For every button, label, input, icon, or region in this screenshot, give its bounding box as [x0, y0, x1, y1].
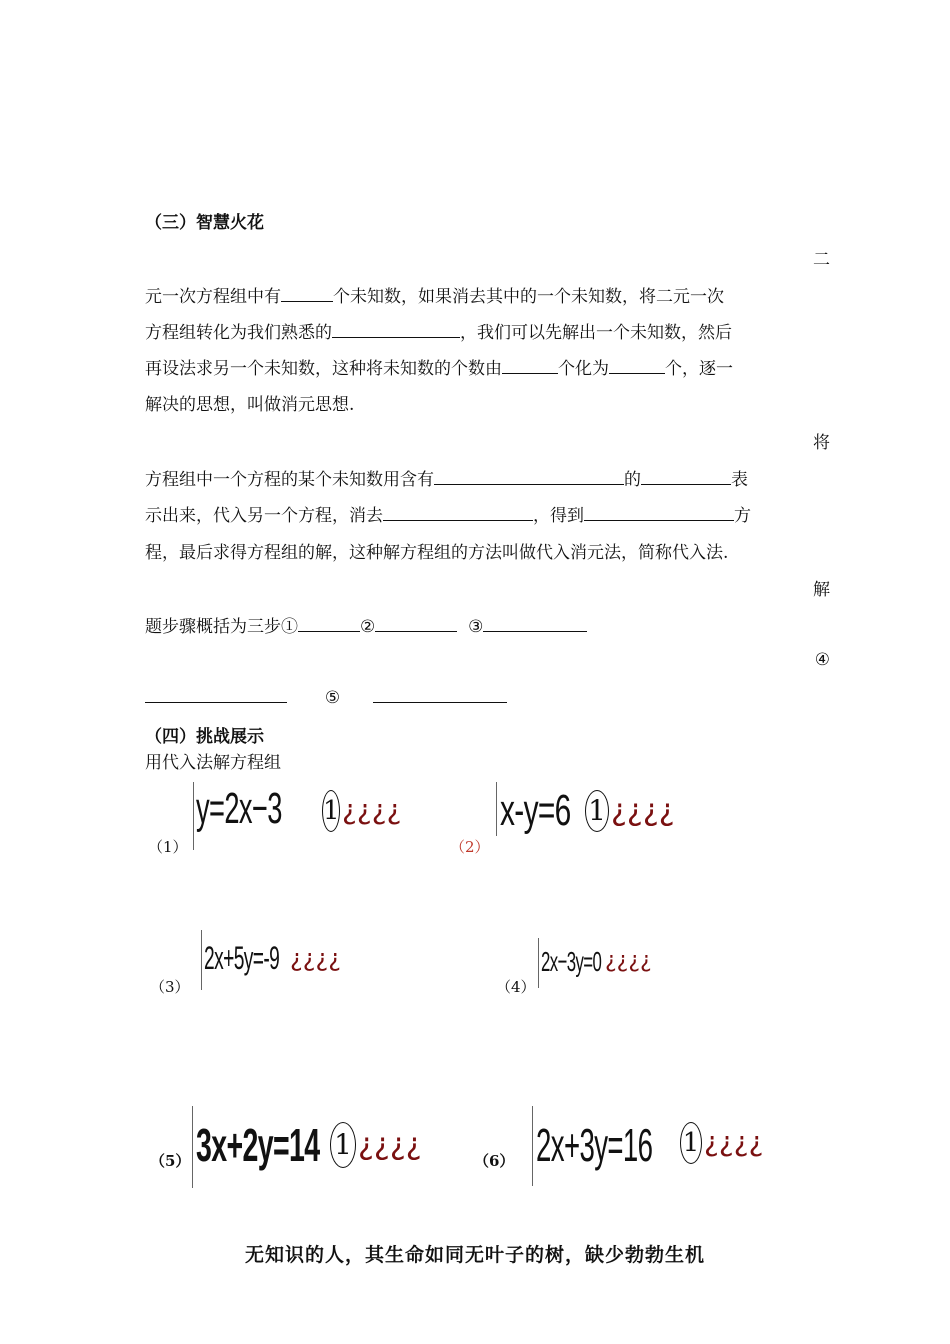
blank-step-2[interactable] — [375, 615, 457, 632]
p3-right-char: 解 — [813, 580, 830, 600]
problem-1-label: （1） — [148, 838, 188, 856]
problem-3-equation: 2x+5y=-9 — [204, 940, 280, 976]
garbled-text: ¿¿¿¿ — [704, 1125, 764, 1158]
text: ，我们可以先解出一个未知数，然后 — [460, 323, 732, 343]
problem-5-marker-row — [330, 1122, 422, 1168]
blank-eliminate[interactable] — [383, 504, 533, 521]
problem-4-junk-row — [605, 948, 652, 973]
problem-5-equation: 3x+2y=14 — [196, 1119, 320, 1171]
p2-line-2 — [145, 501, 751, 526]
blank-familiar[interactable] — [332, 321, 460, 338]
p2-line-3: 程，最后求得方程组的解，这种解方程组的方法叫做代入消元法，简称代入法. — [145, 543, 729, 563]
garbled-text: ¿¿¿¿ — [611, 793, 675, 828]
problem-3-brace — [201, 930, 202, 990]
circled-1-marker: 1 — [680, 1122, 702, 1164]
problem-2-equation: x-y=6 — [500, 786, 571, 835]
text: 元一次方程组中有 — [145, 287, 281, 307]
blank-from[interactable] — [502, 357, 558, 374]
p4-right-char: ④ — [814, 650, 830, 670]
circled-1-marker: 1 — [585, 790, 609, 832]
text: ，得到 — [533, 506, 584, 526]
problem-4-brace — [538, 938, 539, 988]
problem-5-brace — [192, 1106, 193, 1188]
garbled-text: ¿¿¿¿ — [605, 948, 652, 973]
problem-6-equation: 2x+3y=16 — [536, 1119, 653, 1171]
blank-get[interactable] — [584, 504, 734, 521]
circled-1-marker: 1 — [330, 1122, 356, 1168]
problem-2-brace — [496, 782, 497, 836]
problem-1-equation-row — [196, 784, 334, 844]
blank-step-5[interactable] — [373, 686, 507, 703]
p1-line-1 — [145, 282, 724, 307]
text: 个未知数，如果消去其中的一个未知数，将二元一次 — [333, 287, 724, 307]
garbled-text: ¿¿¿¿ — [342, 793, 402, 826]
problem-3-junk-row — [290, 944, 341, 972]
problem-3-label: （3） — [150, 978, 190, 996]
text: 题步骤概括为三步① — [145, 617, 298, 637]
text: 方程组中一个方程的某个未知数用含有 — [145, 470, 434, 490]
problem-4-label: （4） — [496, 978, 536, 996]
text: 再设法求另一个未知数，这种将未知数的个数由 — [145, 359, 502, 379]
problem-1-marker-row — [322, 790, 401, 832]
blank-containing[interactable] — [434, 468, 624, 485]
text: ③ — [468, 617, 484, 637]
problem-2-label: （2） — [450, 838, 490, 856]
problem-1-equation: y=2x−3 — [196, 784, 282, 833]
text: 个化为 — [558, 359, 609, 379]
problem-6-marker-row — [680, 1122, 763, 1164]
p3-line-1 — [145, 612, 587, 637]
p2-right-char: 将 — [813, 433, 830, 453]
p1-line-2 — [145, 318, 732, 343]
footer-motto: 无知识的人，其生命如同无叶子的树，缺少勃勃生机 — [244, 1244, 705, 1266]
blank-to[interactable] — [609, 357, 665, 374]
garbled-text: ¿¿¿¿ — [290, 944, 341, 972]
p2-line-1 — [145, 465, 748, 490]
problem-1-brace — [193, 782, 194, 850]
text: ⑤ — [324, 688, 341, 708]
blank-expression[interactable] — [641, 468, 731, 485]
text: ② — [360, 617, 376, 637]
problem-2-marker-row — [585, 790, 675, 832]
problem-6-label: （6） — [474, 1152, 515, 1170]
p1-line-4: 解决的思想，叫做消元思想. — [145, 395, 355, 415]
circled-1-marker: 1 — [322, 790, 340, 832]
p4-line-1 — [145, 686, 507, 708]
text: 表 — [731, 470, 748, 490]
p1-right-char: 二 — [813, 250, 830, 270]
text: 个，逐一 — [665, 359, 733, 379]
section-4-intro: 用代入法解方程组 — [145, 753, 281, 773]
problem-6-brace — [532, 1106, 533, 1186]
problem-4-equation: 2x−3y=0 — [541, 946, 602, 977]
section-3-heading: （三）智慧火花 — [145, 213, 264, 233]
problem-5-label: （5） — [150, 1152, 191, 1170]
text: 示出来，代入另一个方程，消去 — [145, 506, 383, 526]
section-4-heading: （四）挑战展示 — [145, 727, 264, 747]
blank-step-4[interactable] — [145, 686, 287, 703]
p1-line-3 — [145, 354, 733, 379]
blank-step-1[interactable] — [298, 615, 360, 632]
text: 方程组转化为我们熟悉的 — [145, 323, 332, 343]
garbled-text: ¿¿¿¿ — [358, 1127, 422, 1162]
blank-step-3[interactable] — [483, 615, 587, 632]
text: 的 — [624, 470, 641, 490]
text: 方 — [734, 506, 751, 526]
blank-unknown-count[interactable] — [281, 285, 333, 302]
